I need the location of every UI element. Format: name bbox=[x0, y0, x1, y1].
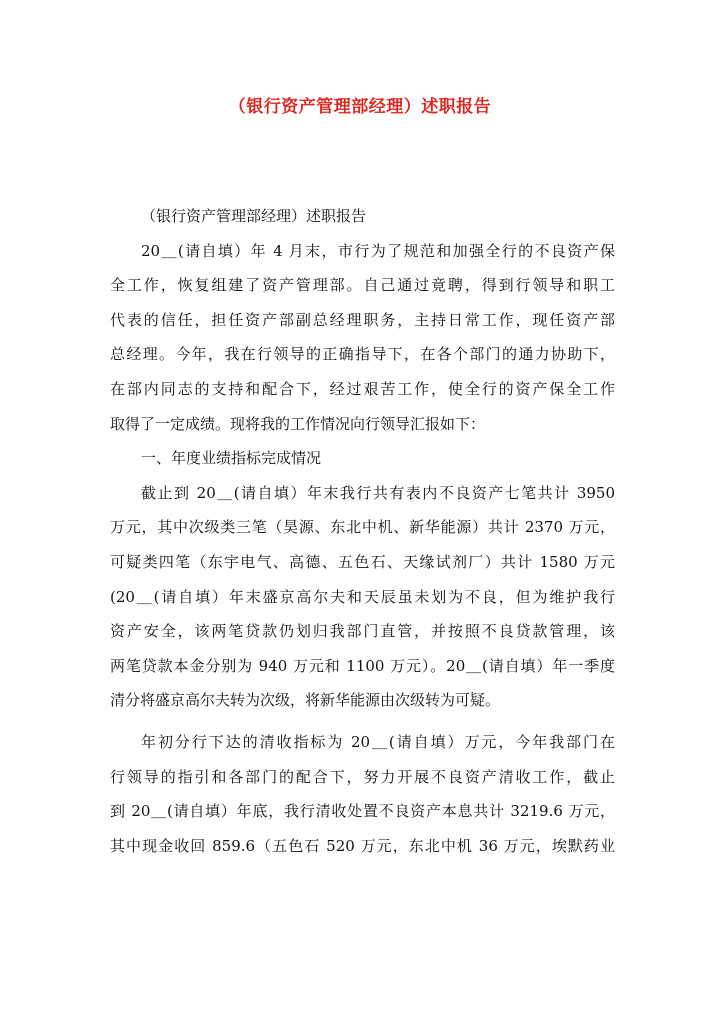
paragraph2-line-4: (20＿(请自填）年末盛京高尔夫和天辰虽未划为不良，但为维护我行 bbox=[110, 587, 615, 606]
paragraph2-line-2: 万元，其中次级类三笔（昊源、东北中机、新华能源）共计 2370 万元， bbox=[110, 518, 615, 537]
paragraph3-line-3: 到 20＿(请自填）年底，我行清收处置不良资产本息共计 3219.6 万元， bbox=[110, 802, 615, 821]
paragraph1-line-3: 代表的信任，担任资产部副总经理职务，主持日常工作，现任资产部 bbox=[110, 310, 615, 329]
document-title: （银行资产管理部经理）述职报告 bbox=[228, 97, 492, 117]
paragraph1-line-2: 全工作，恢复组建了资产管理部。自己通过竟聘，得到行领导和职工 bbox=[110, 276, 615, 295]
paragraph3-line-1: 年初分行下达的清收指标为 20＿(请自填）万元，今年我部门在 bbox=[141, 732, 615, 751]
paragraph1-line-5: 在部内同志的支持和配合下，经过艰苦工作，使全行的资产保全工作 bbox=[110, 379, 615, 398]
paragraph3-line-4: 其中现金收回 859.6（五色石 520 万元，东北中机 36 万元，埃默药业 bbox=[110, 836, 615, 855]
paragraph1-line-1: 20＿(请自填）年 4 月末，市行为了规范和加强全行的不良资产保 bbox=[141, 241, 615, 260]
paragraph2-line-1: 截止到 20＿(请自填）年末我行共有表内不良资产七笔共计 3950 bbox=[141, 483, 615, 502]
document-body bbox=[110, 199, 615, 863]
subtitle-line: （银行资产管理部经理）述职报告 bbox=[141, 207, 367, 225]
paragraph2-line-6: 两笔贷款本金分别为 940 万元和 1100 万元）。20＿(请自填）年一季度 bbox=[110, 656, 615, 675]
paragraph2-line-3: 可疑类四笔（东宇电气、高德、五色石、天缘试剂厂）共计 1580 万元 bbox=[110, 552, 615, 571]
paragraph1-line-4: 总经理。今年，我在行领导的正确指导下，在各个部门的通力协助下， bbox=[110, 345, 615, 364]
paragraph1-line-6: 取得了一定成绩。现将我的工作情况向行领导汇报如下： bbox=[110, 414, 486, 433]
section1-heading: 一、年度业绩指标完成情况 bbox=[141, 449, 322, 468]
paragraph3-line-2: 行领导的指引和各部门的配合下，努力开展不良资产清收工作，截止 bbox=[110, 767, 615, 786]
paragraph2-line-5: 资产安全，该两笔贷款仍划归我部门直管，并按照不良贷款管理，该 bbox=[110, 622, 615, 641]
paragraph2-line-7: 清分将盛京高尔夫转为次级，将新华能源由次级转为可疑。 bbox=[110, 691, 501, 710]
